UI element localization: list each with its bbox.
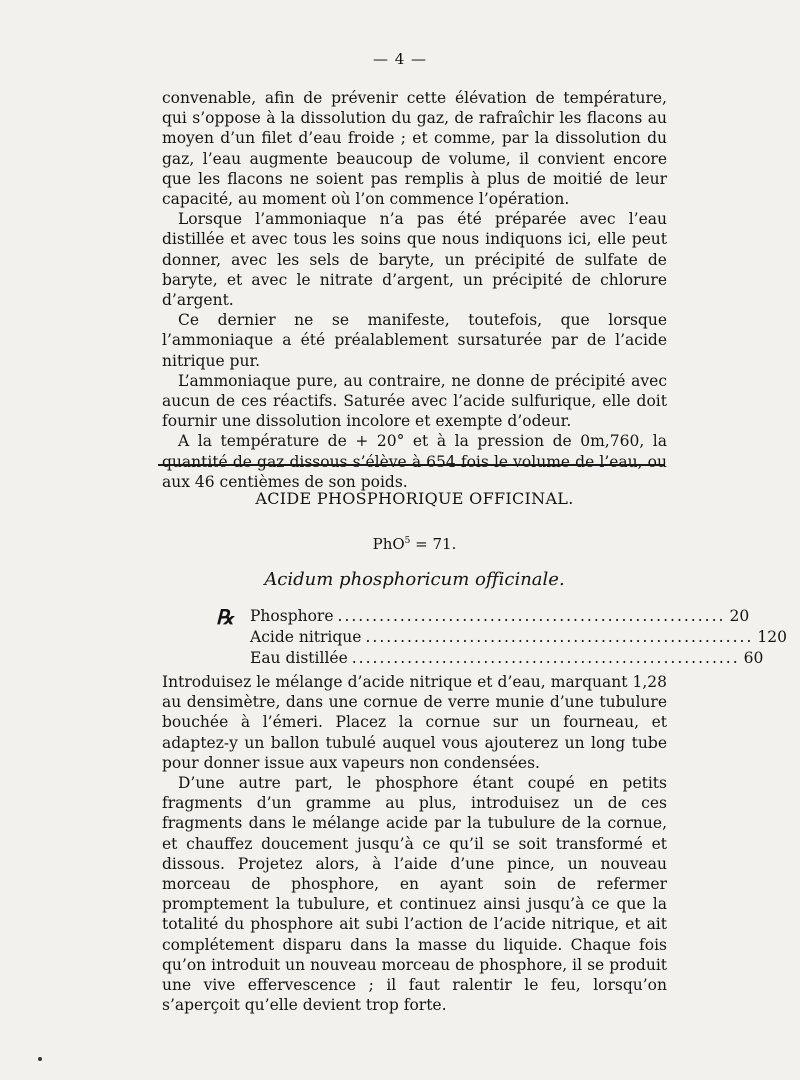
section-divider — [158, 464, 664, 466]
ingredient-qty: 60 — [743, 649, 764, 667]
dot-leader: ........................................................ — [351, 649, 740, 667]
recipe-row — [250, 628, 787, 649]
recipe-symbol: ℞ — [216, 605, 234, 629]
recipe-row — [250, 649, 764, 670]
recipe-row — [250, 607, 750, 628]
paragraph: Ce dernier ne se manifeste, toutefois, que lorsque l’ammoniaque a été préalablement sursaturée par de l’acide nitrique pur. — [162, 311, 667, 370]
paragraph: Lorsque l’ammoniaque n’a pas été préparée avec l’eau distillée et avec tous les soins que nous indiquons ici, elle peut donner, avec les sels de baryte, un précipité de sulfate de baryte, et avec le nitrate d’argent, un précipité de chlorure d’argent. — [162, 210, 667, 310]
section-title: ACIDE PHOSPHORIQUE OFFICINAL. — [255, 489, 574, 508]
text-block-top — [162, 88, 667, 492]
ingredient-name: Phosphore — [250, 607, 334, 625]
formula-superscript: 5 — [404, 536, 411, 546]
ink-speck — [38, 1057, 42, 1061]
ingredient-name: Acide nitrique — [250, 628, 362, 646]
chemical-formula — [162, 535, 667, 553]
dot-leader: ........................................................ — [365, 628, 754, 646]
paragraph: D’une autre part, le phosphore étant coupé en petits fragments d’un gramme au plus, introduisez un de ces fragments dans le mélange acide par la tubulure de la cornue, et chauffez doucement jusqu’à ce qu’il se soit transformé et dissous. Projetez alors, à l’aide d’une pince, un nouveau morceau de phosphore, en ayant soin de refermer promptement la tubulure, et continuez ainsi jusqu’à ce que la totalité du phosphore ait subi l’action de l’acide nitrique, et ait complétement disparu dans la masse du liquide. Chaque fois qu’on introduit un nouveau morceau de phosphore, il se produit une vive effervescence ; il faut ralentir le feu, lorsqu’on s’aperçoit qu’elle devient trop forte. — [162, 774, 667, 1015]
ingredient-qty: 120 — [757, 628, 787, 646]
page-number: — 4 — — [372, 50, 428, 68]
paragraph: Introduisez le mélange d’acide nitrique et d’eau, marquant 1,28 au densimètre, dans une cornue de verre munie d’une tubulure bouchée à l’émeri. Placez la cornue sur un fourneau, et adaptez-y un ballon tubulé auquel vous ajouterez un long tube pour donner issue aux vapeurs non condensées. — [162, 673, 667, 772]
paragraph: L’ammoniaque pure, au contraire, ne donne de précipité avec aucun de ces réactifs. Saturée avec l’acide sulfurique, elle doit fournir une dissolution incolore et exempte d’odeur. — [162, 371, 667, 431]
formula-base: PhO — [372, 535, 405, 553]
paragraph: convenable, afin de prévenir cette élévation de température, qui s’oppose à la dissolution du gaz, de rafraîchir les flacons au moyen d’un filet d’eau froide ; et comme, par la dissolution du gaz, l’eau augmente beaucoup de volume, il convient encore que les flacons ne soient pas remplis à plus de moitié de leur capacité, au moment où l’on commence l’opération. — [162, 89, 667, 209]
paragraph: A la température de + 20° et à la pression de 0m,760, la quantité de gaz dissous s’élève à 654 fois le volume de l’eau, ou aux 46 centièmes de son poids. — [162, 432, 667, 491]
text-block-bottom — [162, 672, 667, 1015]
latin-name: Acidum phosphoricum officinale. — [264, 569, 565, 590]
formula-value: = 71. — [410, 535, 457, 553]
dot-leader: ........................................................ — [337, 607, 726, 625]
ingredient-qty: 20 — [729, 607, 750, 625]
ingredient-name: Eau distillée — [250, 649, 348, 667]
